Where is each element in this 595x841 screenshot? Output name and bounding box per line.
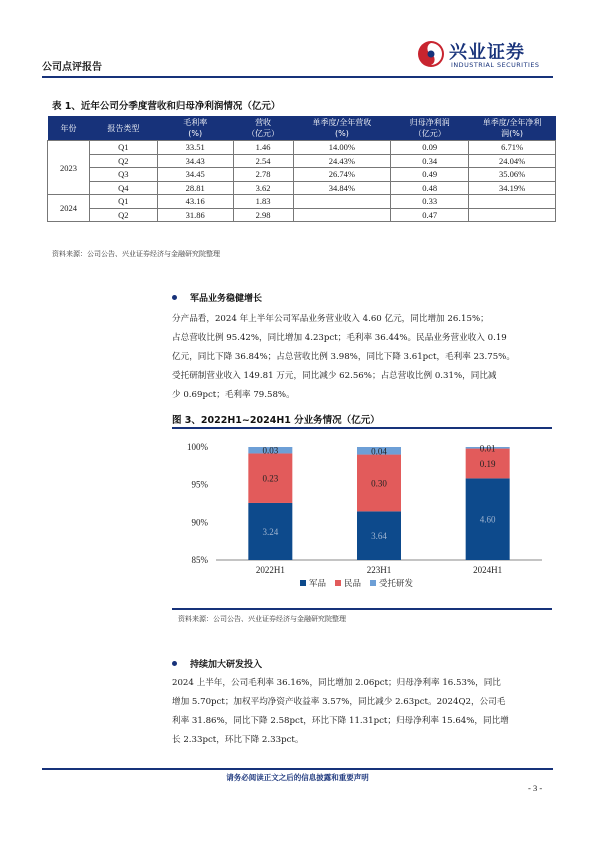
table-cell	[293, 195, 391, 209]
table-cell: Q2	[89, 154, 157, 168]
col-header-year: 年份	[48, 116, 90, 141]
disclaimer-notice: 请务必阅读正文之后的信息披露和重要声明	[226, 773, 369, 782]
y-tick-label: 90%	[191, 517, 208, 528]
table-cell: 0.33	[391, 195, 469, 209]
bar-data-label: 0.23	[262, 473, 279, 484]
paragraph-line: 增加 5.70pct；加权平均净资产收益率 3.57%，同比减少 2.63pct。2024Q2，公司毛	[172, 697, 506, 707]
table-cell: Q4	[89, 181, 157, 195]
bullet-icon	[172, 295, 177, 300]
paragraph-line: 少 0.69pct；毛利率 79.58%。	[172, 390, 295, 400]
y-tick-label: 100%	[187, 442, 208, 452]
table-row	[48, 208, 556, 222]
bar-data-label: 3.64	[371, 531, 387, 542]
bar-data-label: 3.24	[262, 526, 279, 537]
table-cell: 34.45	[157, 168, 233, 182]
bar-data-label: 0.01	[479, 443, 496, 454]
business-segment-chart	[172, 432, 552, 610]
x-tick-label: 2024H1	[473, 565, 503, 575]
legend-label: 民品	[344, 578, 362, 588]
figure-bottom-rule	[172, 608, 552, 610]
table-cell: 3.62	[233, 181, 293, 195]
table-cell: 2.98	[233, 208, 293, 222]
bar-data-label: 0.19	[479, 458, 496, 469]
bullet-icon	[172, 661, 177, 666]
table-cell: Q1	[89, 195, 157, 209]
paragraph-line: 利率 31.86%，同比下降 2.58pct，环比下降 11.31pct；归母净利率 15.64%，同比增	[172, 716, 509, 726]
y-tick-label: 95%	[191, 479, 208, 490]
table-cell: 34.84%	[293, 181, 391, 195]
bar-data-label: 0.03	[262, 445, 279, 456]
col-header-profit-share: 单季度/全年净利 润(%)	[469, 116, 556, 141]
x-axis	[256, 565, 502, 575]
x-tick-label: 2022H1	[255, 565, 285, 575]
table-cell: Q3	[89, 168, 157, 182]
table-cell: 2.78	[233, 168, 293, 182]
table-cell: 0.47	[391, 208, 469, 222]
col-header-net-profit: 归母净利润 （亿元）	[391, 116, 469, 141]
table-cell: 35.06%	[469, 168, 556, 182]
table-cell: 0.09	[391, 141, 469, 155]
table-cell: 26.74%	[293, 168, 391, 182]
legend-label: 受托研发	[379, 578, 414, 588]
table-cell: 0.34	[391, 154, 469, 168]
logo-chinese-name: 兴业证券	[449, 42, 525, 63]
table-cell: 2.54	[233, 154, 293, 168]
table-cell: 33.51	[157, 141, 233, 155]
report-type-label: 公司点评报告	[42, 62, 102, 73]
table-cell: 43.16	[157, 195, 233, 209]
legend-label: 军品	[309, 578, 327, 588]
table-cell: 0.49	[391, 168, 469, 182]
section2-paragraph	[172, 674, 552, 750]
table-cell: 24.43%	[293, 154, 391, 168]
table-cell: 6.71%	[469, 141, 556, 155]
table-cell: 1.83	[233, 195, 293, 209]
table-cell	[293, 208, 391, 222]
figure3-caption: 图 3、2022H1~2024H1 分业务情况（亿元）	[172, 415, 380, 426]
logo-english-name: INDUSTRIAL SECURITIES	[451, 61, 540, 69]
table-cell: 24.04%	[469, 154, 556, 168]
legend-swatch	[370, 580, 376, 586]
col-header-report-type: 报告类型	[89, 116, 157, 141]
table-cell: 28.81	[157, 181, 233, 195]
paragraph-line: 亿元，同比下降 36.84%；占总营收比例 3.98%，同比下降 3.61pct，毛利率 23.75%。	[172, 352, 515, 362]
x-tick-label: 223H1	[366, 565, 392, 575]
table-row	[48, 154, 556, 168]
year-cell: 2024	[48, 195, 90, 222]
y-tick-label: 85%	[191, 555, 208, 565]
legend-swatch	[300, 580, 306, 586]
legend-swatch	[335, 580, 341, 586]
paragraph-line: 占总营收比例 95.42%，同比增加 4.23pct；毛利率 36.44%。民品业务营业收入 0.19	[172, 333, 507, 343]
bar-data-label: 4.60	[479, 514, 496, 525]
table-row	[48, 168, 556, 182]
col-header-revenue-share: 单季度/全年营收 (%)	[293, 116, 391, 141]
table-cell: Q2	[89, 208, 157, 222]
table1-source: 资料来源：公司公告、兴业证券经济与金融研究院整理	[52, 250, 220, 258]
year-cell: 2023	[48, 141, 90, 195]
bar-data-label: 0.30	[371, 478, 387, 489]
section1-heading: 军品业务稳健增长	[190, 294, 263, 304]
table-row	[48, 141, 556, 155]
table-cell: 0.48	[391, 181, 469, 195]
paragraph-line: 分产品看，2024 年上半年公司军品业务营业收入 4.60 亿元，同比增加 26.15%；	[172, 314, 489, 324]
table-cell: 34.19%	[469, 181, 556, 195]
table-row	[48, 195, 556, 209]
paragraph-line: 2024 上半年，公司毛利率 36.16%，同比增加 2.06pct；归母净利率 16.53%，同比	[172, 678, 501, 688]
page-header	[42, 36, 553, 76]
table-cell	[469, 195, 556, 209]
table-cell: 14.00%	[293, 141, 391, 155]
figure-top-rule	[172, 427, 552, 429]
header-divider	[42, 76, 553, 78]
table-header-row	[48, 116, 556, 141]
section1-paragraph	[172, 310, 552, 405]
table-cell: 1.46	[233, 141, 293, 155]
figure3-source: 资料来源：公司公告、兴业证券经济与金融研究院整理	[178, 615, 346, 623]
col-header-revenue: 营收 （亿元）	[233, 116, 293, 141]
table1-caption: 表 1、近年公司分季度营收和归母净利润情况（亿元）	[52, 101, 281, 112]
footer-divider	[42, 768, 553, 770]
quarterly-revenue-table	[47, 116, 556, 222]
table-cell	[469, 208, 556, 222]
table-cell: 34.43	[157, 154, 233, 168]
table-row	[48, 181, 556, 195]
table-cell: Q1	[89, 141, 157, 155]
company-logo	[417, 36, 547, 74]
col-header-gross-margin: 毛利率 (%)	[157, 116, 233, 141]
section2-heading: 持续加大研发投入	[190, 660, 263, 670]
bar-series	[248, 443, 509, 560]
paragraph-line: 长 2.33pct，环比下降 2.33pct。	[172, 735, 304, 745]
bar-data-label: 0.04	[371, 446, 387, 457]
page-number: - 3 -	[528, 783, 543, 793]
chart-legend	[300, 578, 414, 588]
paragraph-line: 受托研制营业收入 149.81 万元，同比减少 62.56%；占总营收比例 0.31%，同比减	[172, 371, 497, 381]
table-cell: 31.86	[157, 208, 233, 222]
industrial-securities-logo-icon	[417, 40, 445, 68]
